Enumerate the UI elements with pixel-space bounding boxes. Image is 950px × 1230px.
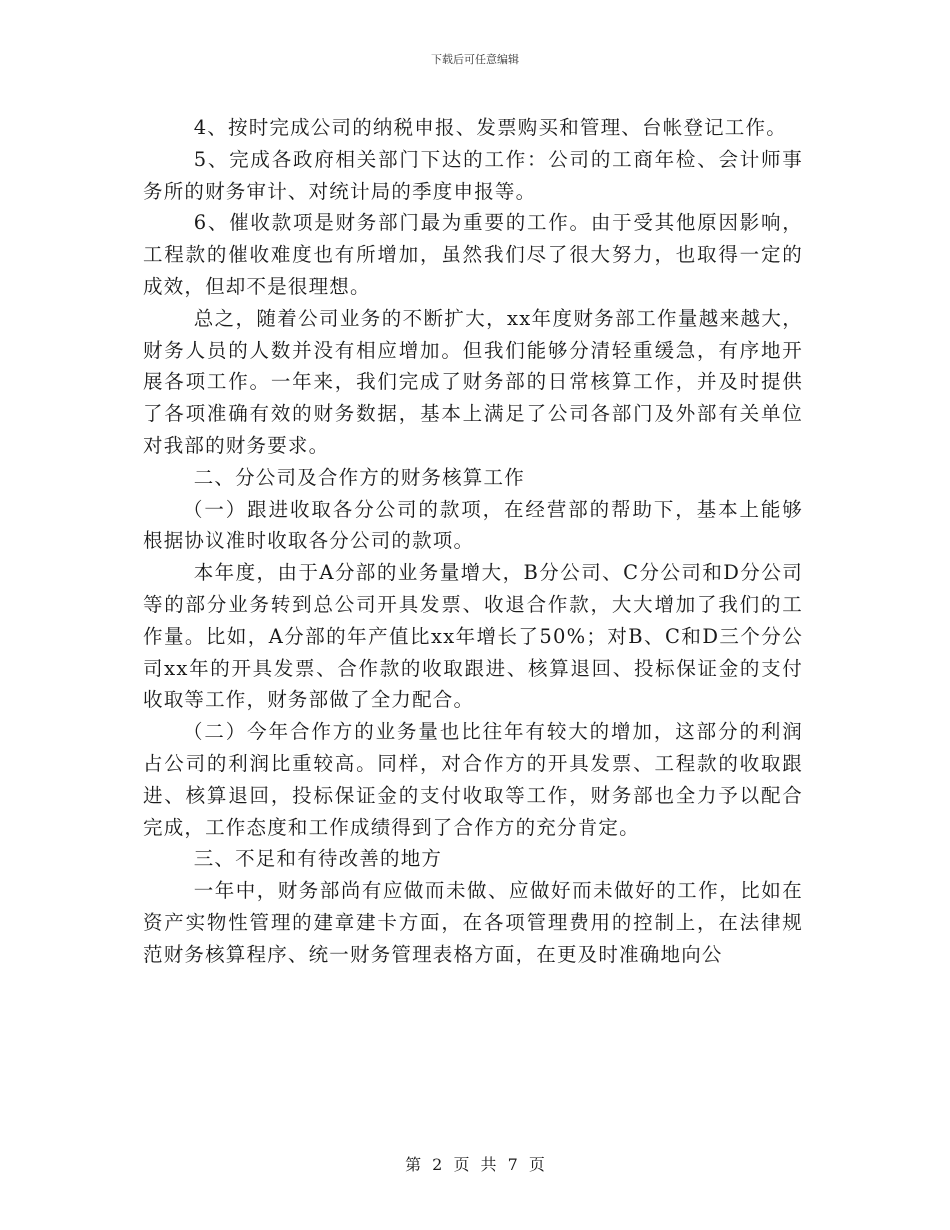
paragraph-annual: 本年度，由于A分部的业务量增大，B分公司、C分公司和D分公司等的部分业务转到总公司开具发票、收退合作款，大大增加了我们的工作量。比如，A分部的年产值比xx年增长了50%；对B、C和D三个分公司xx年的开具发票、合作款的收取跟进、核算退回、投标保证金的支付收取等工作，财务部做了全力配合。 bbox=[143, 561, 803, 712]
paragraph-item-5: 5、完成各政府相关部门下达的工作：公司的工商年检、会计师事务所的财务审计、对统计局的季度申报等。 bbox=[143, 147, 803, 203]
paragraph-shortcomings: 一年中，财务部尚有应做而未做、应做好而未做好的工作，比如在资产实物性管理的建章建卡方面，在各项管理费用的控制上，在法律规范财务核算程序、统一财务管理表格方面，在更及时准确地向公 bbox=[143, 879, 803, 966]
paragraph-item-6: 6、催收款项是财务部门最为重要的工作。由于受其他原因影响，工程款的催收难度也有所增加，虽然我们尽了很大努力，也取得一定的成效，但却不是很理想。 bbox=[143, 211, 803, 298]
section-heading-3: 三、不足和有待改善的地方 bbox=[193, 847, 443, 871]
paragraph-subsection-2: （二）今年合作方的业务量也比往年有较大的增加，这部分的利润占公司的利润比重较高。同样，对合作方的开具发票、工程款的收取跟进、核算退回，投标保证金的支付收取等工作，财务部也全力予以配合完成，工作态度和工作成绩得到了合作方的充分肯定。 bbox=[143, 720, 803, 839]
paragraph-subsection-1: （一）跟进收取各分公司的款项，在经营部的帮助下，基本上能够根据协议准时收取各分公司的款项。 bbox=[143, 497, 803, 553]
paragraph-item-4: 4、按时完成公司的纳税申报、发票购买和管理、台帐登记工作。 bbox=[193, 116, 787, 139]
page-header: 下载后可任意编辑 bbox=[431, 53, 519, 66]
section-heading-2: 二、分公司及合作方的财务核算工作 bbox=[193, 465, 525, 489]
page-number-footer: 第 2 页 共 7 页 bbox=[405, 1155, 545, 1174]
document-body bbox=[143, 112, 803, 971]
paragraph-summary: 总之，随着公司业务的不断扩大，xx年度财务部工作量越来越大，财务人员的人数并没有相应增加。但我们能够分清轻重缓急，有序地开展各项工作。一年来，我们完成了财务部的日常核算工作，并及时提供了各项准确有效的财务数据，基本上满足了公司各部门及外部有关单位对我部的财务要求。 bbox=[143, 306, 803, 457]
